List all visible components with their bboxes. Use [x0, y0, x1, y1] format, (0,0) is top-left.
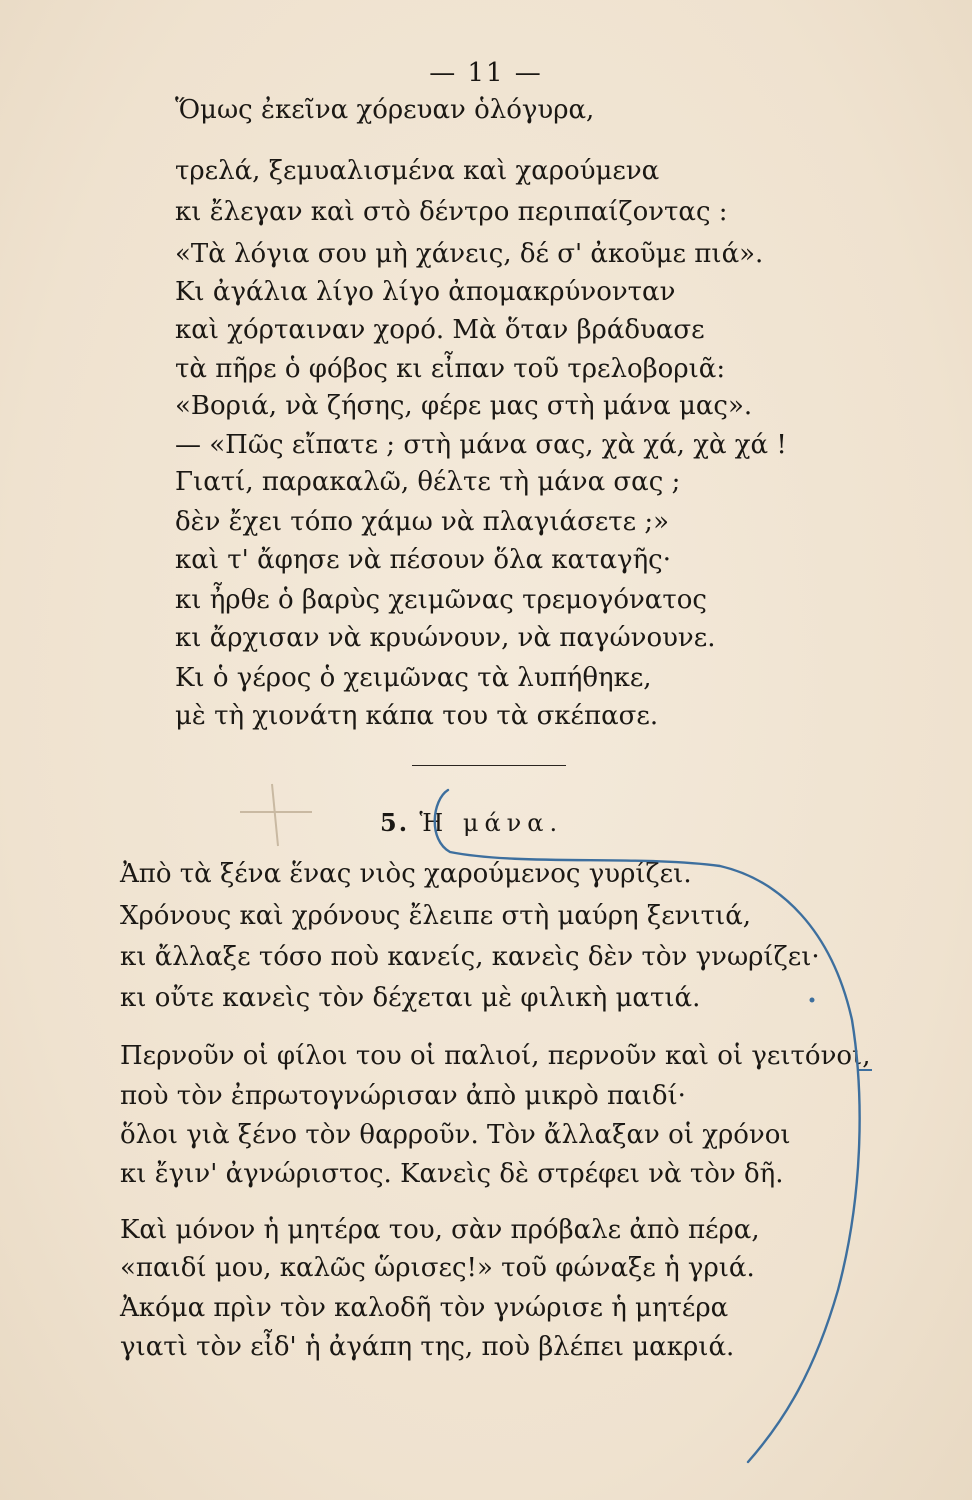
poem-line: μὲ τὴ χιονάτη κάπα του τὰ σκέπασε.	[175, 701, 659, 731]
poem-line: Ἀπὸ τὰ ξένα ἕνας νιὸς χαρούμενος γυρίζει.	[120, 859, 692, 889]
section-number: 5.	[380, 808, 410, 837]
poem-line: τὰ πῆρε ὁ φόβος κι εἶπαν τοῦ τρελοβοριᾶ:	[175, 354, 726, 384]
poem-line: Ἀκόμα πρὶν τὸν καλοδῆ τὸν γνώρισε ἡ μητέρα	[120, 1293, 729, 1323]
pencil-bracket-line	[435, 790, 860, 1462]
poem-line: — «Πῶς εἴπατε ; στὴ μάνα σας, χὰ χά, χὰ χά !	[175, 430, 787, 460]
page-number: — 11 —	[429, 58, 543, 88]
poem-line: «παιδί μου, καλῶς ὥρισες!» τοῦ φώναξε ἡ γριά.	[120, 1253, 755, 1283]
poem-line: Κι ἀγάλια λίγο λίγο ἀπομακρύνονταν	[175, 277, 676, 307]
poem-line: Γιατί, παρακαλῶ, θέλτε τὴ μάνα σας ;	[175, 467, 681, 497]
poem-line: καὶ τ' ἄφησε νὰ πέσουν ὅλα καταγῆς·	[175, 545, 671, 575]
poem-line: κι ἦρθε ὁ βαρὺς χειμῶνας τρεμογόνατος	[175, 585, 707, 615]
poem-line: κι ἄλλαξε τόσο ποὺ κανείς, κανεὶς δὲν τὸν γνωρίζει·	[120, 942, 820, 972]
poem-line: κι οὔτε κανεὶς τὸν δέχεται μὲ φιλικὴ ματιά.	[120, 983, 701, 1013]
poem-line: Κι ὁ γέρος ὁ χειμῶνας τὰ λυπήθηκε,	[175, 663, 652, 693]
poem-line: Ὅμως ἐκεῖνα χόρευαν ὁλόγυρα,	[175, 95, 595, 125]
faint-cross-mark	[240, 784, 312, 846]
poem-line: δὲν ἔχει τόπο χάμω νὰ πλαγιάσετε ;»	[175, 507, 670, 537]
poem-line: τρελά, ξεμυαλισμένα καὶ χαρούμενα	[175, 156, 660, 186]
poem-line: «Τὰ λόγια σου μὴ χάνεις, δέ σ' ἀκοῦμε πιά».	[175, 239, 764, 269]
poem-line: κι ἔλεγαν καὶ στὸ δέντρο περιπαίζοντας :	[175, 197, 728, 227]
poem-line: Περνοῦν οἱ φίλοι του οἱ παλιοί, περνοῦν καὶ οἱ γειτόνοι,	[120, 1041, 871, 1071]
poem-line: ὅλοι γιὰ ξένο τὸν θαρροῦν. Τὸν ἄλλαξαν οἱ χρόνοι	[120, 1120, 791, 1150]
poem-line: Χρόνους καὶ χρόνους ἔλειπε στὴ μαύρη ξενιτιά,	[120, 901, 752, 931]
pencil-dot	[810, 998, 815, 1003]
poem-line: «Βοριά, νὰ ζήσης, φέρε μας στὴ μάνα μας».	[175, 391, 753, 421]
section-title: Ἡ μάνα.	[419, 809, 564, 837]
poem-line: ποὺ τὸν ἐπρωτογνώρισαν ἀπὸ μικρὸ παιδί·	[120, 1081, 686, 1111]
poem-line: κι ἄρχισαν νὰ κρυώνουν, νὰ παγώνουνε.	[175, 623, 716, 653]
poem-line: καὶ χόρταιναν χορό. Μὰ ὅταν βράδυασε	[175, 315, 705, 345]
poem-line: γιατὶ τὸν εἶδ' ἡ ἀγάπη της, ποὺ βλέπει μακριά.	[120, 1332, 735, 1362]
poem-line: Καὶ μόνον ἡ μητέρα του, σὰν πρόβαλε ἀπὸ πέρα,	[120, 1215, 760, 1245]
poem-line: κι ἔγιν' ἀγνώριστος. Κανεὶς δὲ στρέφει νὰ τὸν δῆ.	[120, 1159, 784, 1189]
